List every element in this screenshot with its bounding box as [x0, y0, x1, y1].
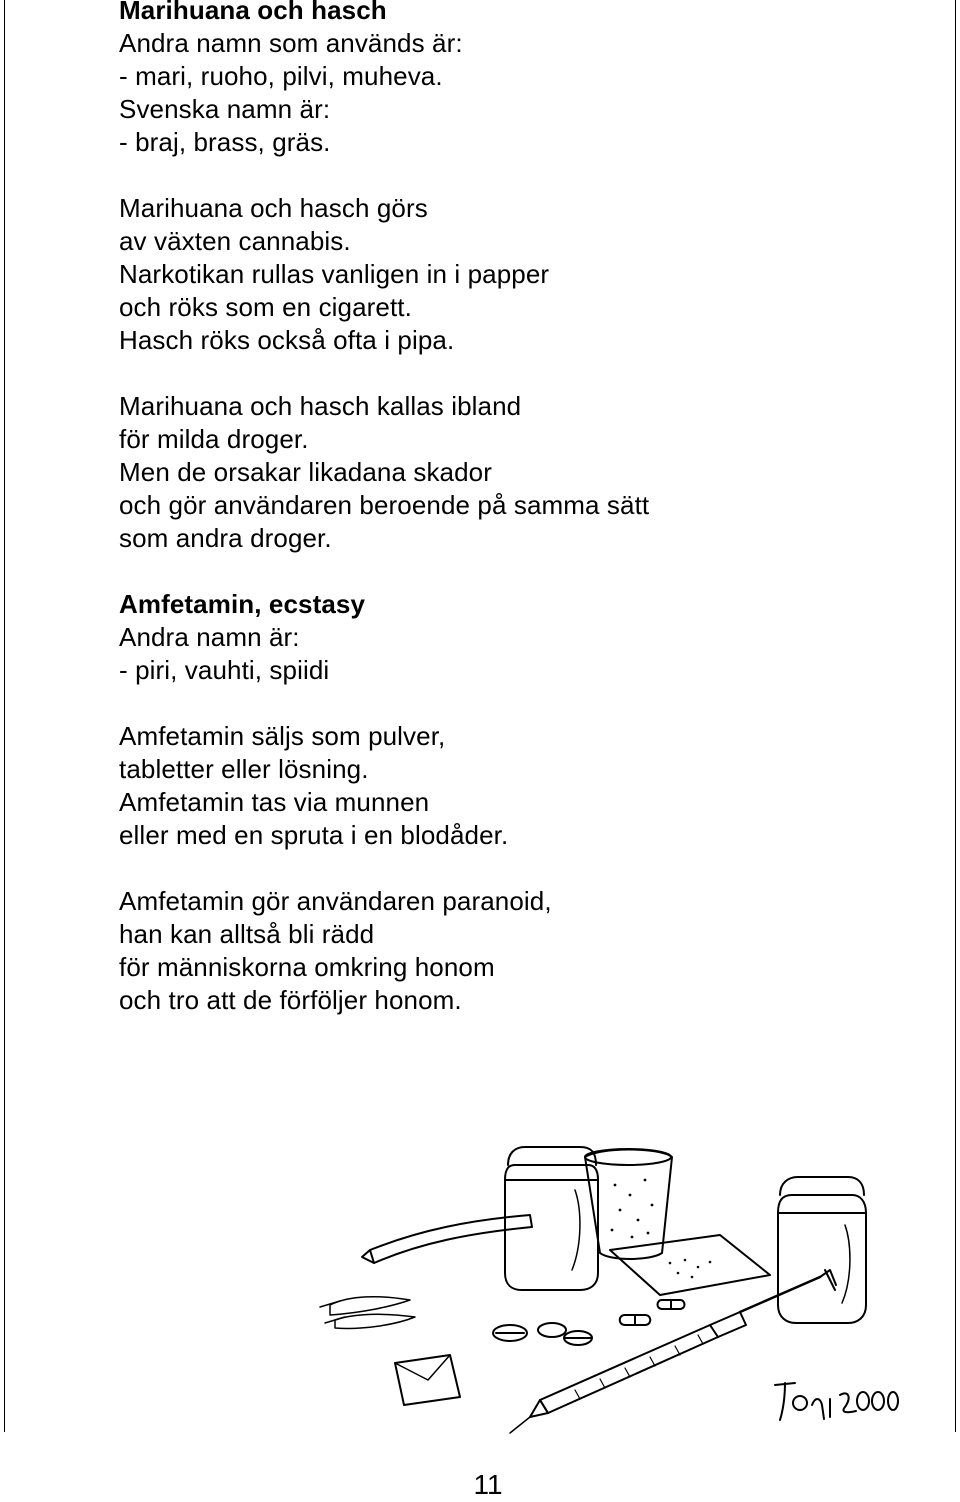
text-line: Marihuana och hasch kallas ibland — [119, 391, 522, 421]
text-column — [119, 0, 899, 1017]
text-line: Andra namn är: — [119, 622, 300, 652]
section-heading: Amfetamin, ecstasy — [119, 589, 366, 619]
text-line: av växten cannabis. — [119, 226, 351, 256]
section-amfetamin — [119, 588, 899, 1017]
text-line: Narkotikan rullas vanligen in i papper — [119, 259, 550, 289]
text-line: Svenska namn är: — [119, 94, 331, 124]
text-line: - mari, ruoho, pilvi, muheva. — [119, 61, 443, 91]
text-line: Amfetamin säljs som pulver, — [119, 721, 446, 751]
drug-illustration — [300, 1135, 900, 1435]
text-line: för människorna omkring honom — [119, 952, 495, 982]
text-line: Men de orsakar likadana skador — [119, 457, 492, 487]
text-line: och gör användaren beroende på samma sätt — [119, 490, 650, 520]
section-marihuana — [119, 0, 899, 588]
text-line: Marihuana och hasch görs — [119, 193, 428, 223]
page-border-right — [955, 0, 956, 1432]
text-line: som andra droger. — [119, 523, 332, 553]
text-line: och röks som en cigarett. — [119, 292, 412, 322]
text-line: - braj, brass, gräs. — [119, 127, 331, 157]
page-border-left — [4, 0, 5, 1432]
text-line: han kan alltså bli rädd — [119, 919, 375, 949]
text-line: för milda droger. — [119, 424, 309, 454]
text-line: eller med en spruta i en blodåder. — [119, 820, 509, 850]
text-line: Andra namn som används är: — [119, 28, 463, 58]
text-line: och tro att de förföljer honom. — [119, 985, 462, 1015]
text-line: Amfetamin gör användaren paranoid, — [119, 886, 552, 916]
text-line: - piri, vauhti, spiidi — [119, 655, 330, 685]
page-number: 11 — [473, 1469, 503, 1500]
section-heading: Marihuana och hasch — [119, 0, 387, 25]
text-line: tabletter eller lösning. — [119, 754, 369, 784]
text-line: Hasch röks också ofta i pipa. — [119, 325, 455, 355]
text-line: Amfetamin tas via munnen — [119, 787, 430, 817]
